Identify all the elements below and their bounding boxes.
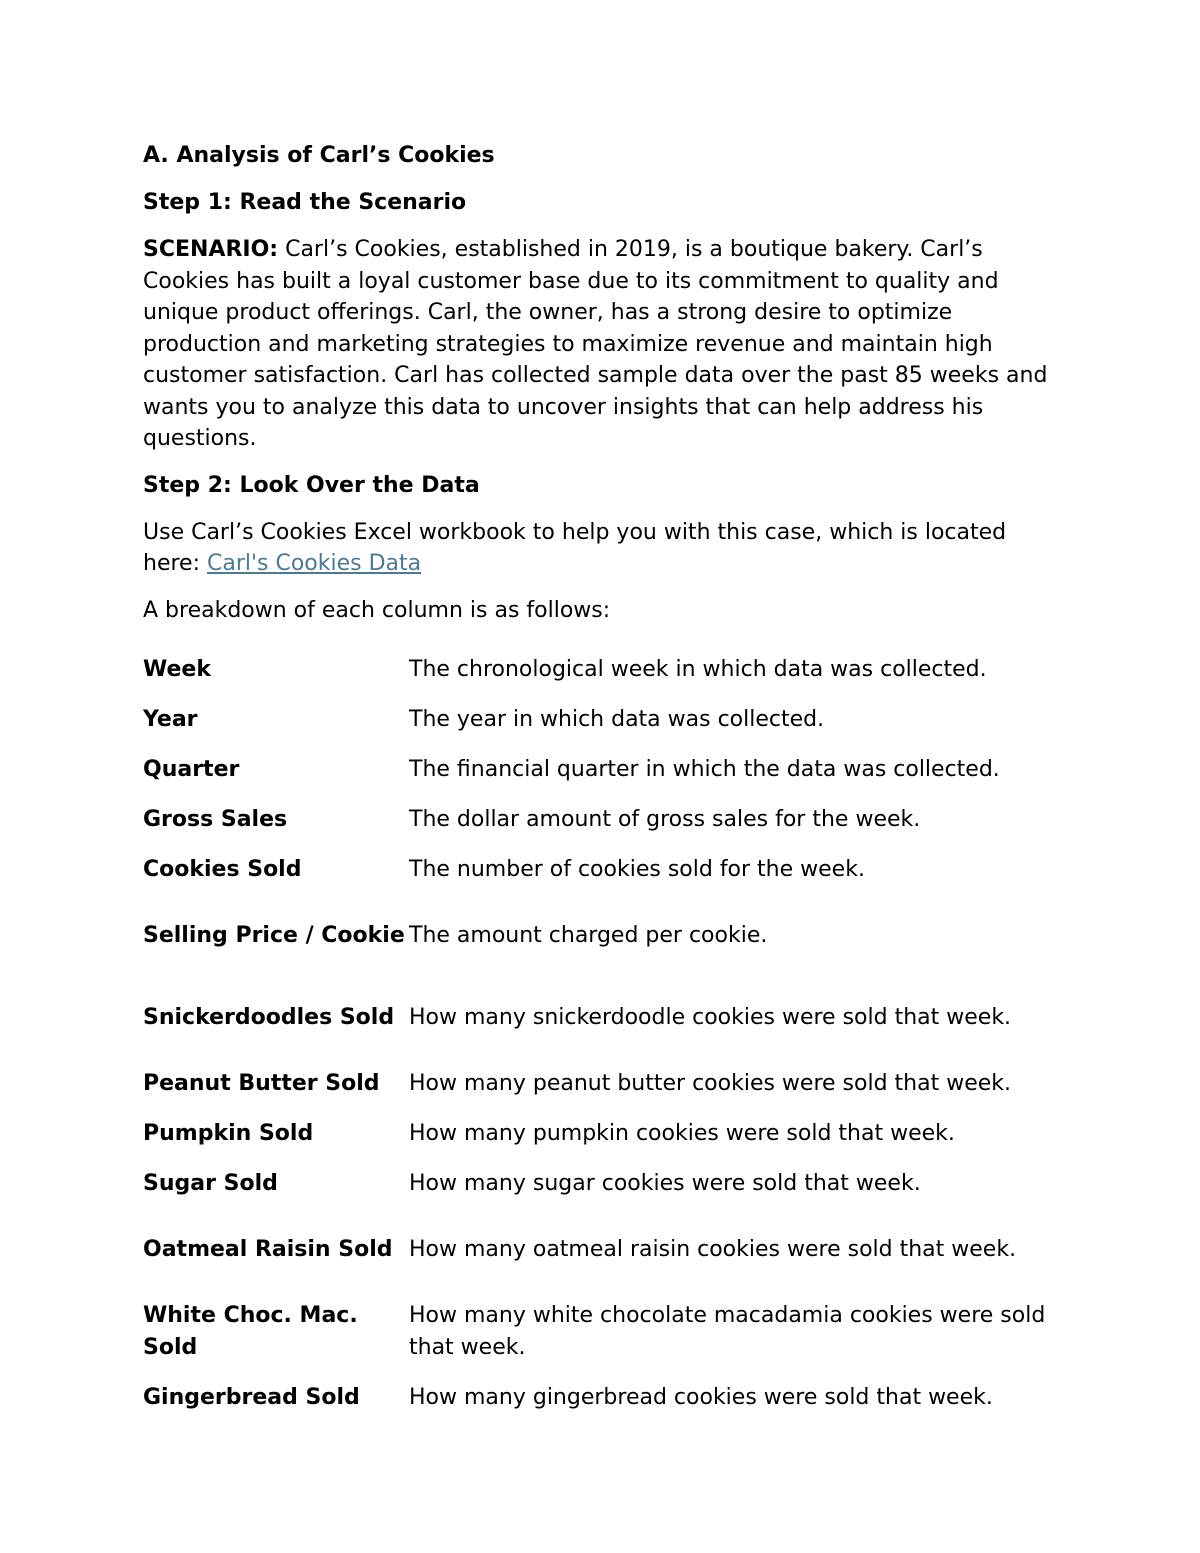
column-term: Year — [143, 707, 198, 732]
workbook-intro-text: Use Carl’s Cookies Excel workbook to help you with this case, which is located here: — [143, 519, 1007, 576]
scenario-label: SCENARIO: — [143, 237, 279, 262]
column-term: Quarter — [143, 757, 240, 782]
column-term: Peanut Butter Sold — [143, 1071, 380, 1096]
breakdown-intro: A breakdown of each column is as follows: — [143, 597, 611, 623]
column-term: Oatmeal Raisin Sold — [143, 1237, 393, 1262]
page-title: A. Analysis of Carl’s Cookies — [143, 143, 495, 168]
column-description: How many oatmeal raisin cookies were sold that week. — [409, 1237, 1017, 1262]
scenario-paragraph — [143, 234, 1063, 455]
column-description: How many peanut butter cookies were sold that week. — [409, 1071, 1012, 1096]
table-row — [143, 795, 1063, 845]
table-row — [143, 1059, 1063, 1109]
column-description: How many gingerbread cookies were sold that week. — [409, 1385, 993, 1410]
table-row — [143, 1109, 1063, 1159]
column-term: Week — [143, 657, 211, 682]
column-description: How many snickerdoodle cookies were sold that week. — [409, 1005, 1012, 1030]
step2-heading: Step 2: Look Over the Data — [143, 472, 480, 498]
column-term: Gross Sales — [143, 807, 288, 832]
column-term: Pumpkin Sold — [143, 1121, 314, 1146]
scenario-text: Carl’s Cookies, established in 2019, is a boutique bakery. Carl’s Cookies has built a loyal customer base due to its commitment to quality and unique product offerings. Carl, the owner, has a strong desire to optimize production and marketing strategies to maximize revenue and maintain high customer satisfaction. Carl has collected sample data over the past 85 weeks and wants you to analyze this data to uncover insights that can help address his questions. — [143, 237, 1048, 451]
column-term: White Choc. Mac. Sold — [143, 1303, 358, 1360]
table-row — [143, 695, 1063, 745]
table-row — [143, 645, 1063, 695]
table-row — [143, 745, 1063, 795]
column-description: How many white chocolate macadamia cookies were sold that week. — [409, 1303, 1046, 1360]
column-description: The amount charged per cookie. — [409, 923, 768, 948]
column-description: How many pumpkin cookies were sold that week. — [409, 1121, 955, 1146]
column-description: The financial quarter in which the data was collected. — [409, 757, 1000, 782]
column-term: Gingerbread Sold — [143, 1385, 360, 1410]
table-row — [143, 977, 1063, 1059]
table-row — [143, 845, 1063, 895]
column-description: How many sugar cookies were sold that week. — [409, 1171, 921, 1196]
column-term: Cookies Sold — [143, 857, 302, 882]
workbook-paragraph — [143, 517, 1063, 580]
column-term: Sugar Sold — [143, 1171, 278, 1196]
column-description: The dollar amount of gross sales for the week. — [409, 807, 921, 832]
column-term: Selling Price / Cookie — [143, 923, 405, 948]
table-row — [143, 895, 1063, 977]
column-description: The year in which data was collected. — [409, 707, 825, 732]
table-row — [143, 1373, 1063, 1423]
step1-heading: Step 1: Read the Scenario — [143, 190, 467, 215]
document-page — [143, 140, 1063, 1423]
table-row — [143, 1291, 1063, 1373]
column-breakdown-table — [143, 645, 1063, 1423]
table-row — [143, 1209, 1063, 1291]
column-description: The chronological week in which data was collected. — [409, 657, 987, 682]
column-term: Snickerdoodles Sold — [143, 1005, 395, 1030]
carls-cookies-data-link[interactable]: Carl's Cookies Data — [206, 551, 422, 576]
column-description: The number of cookies sold for the week. — [409, 857, 865, 882]
table-row — [143, 1159, 1063, 1209]
